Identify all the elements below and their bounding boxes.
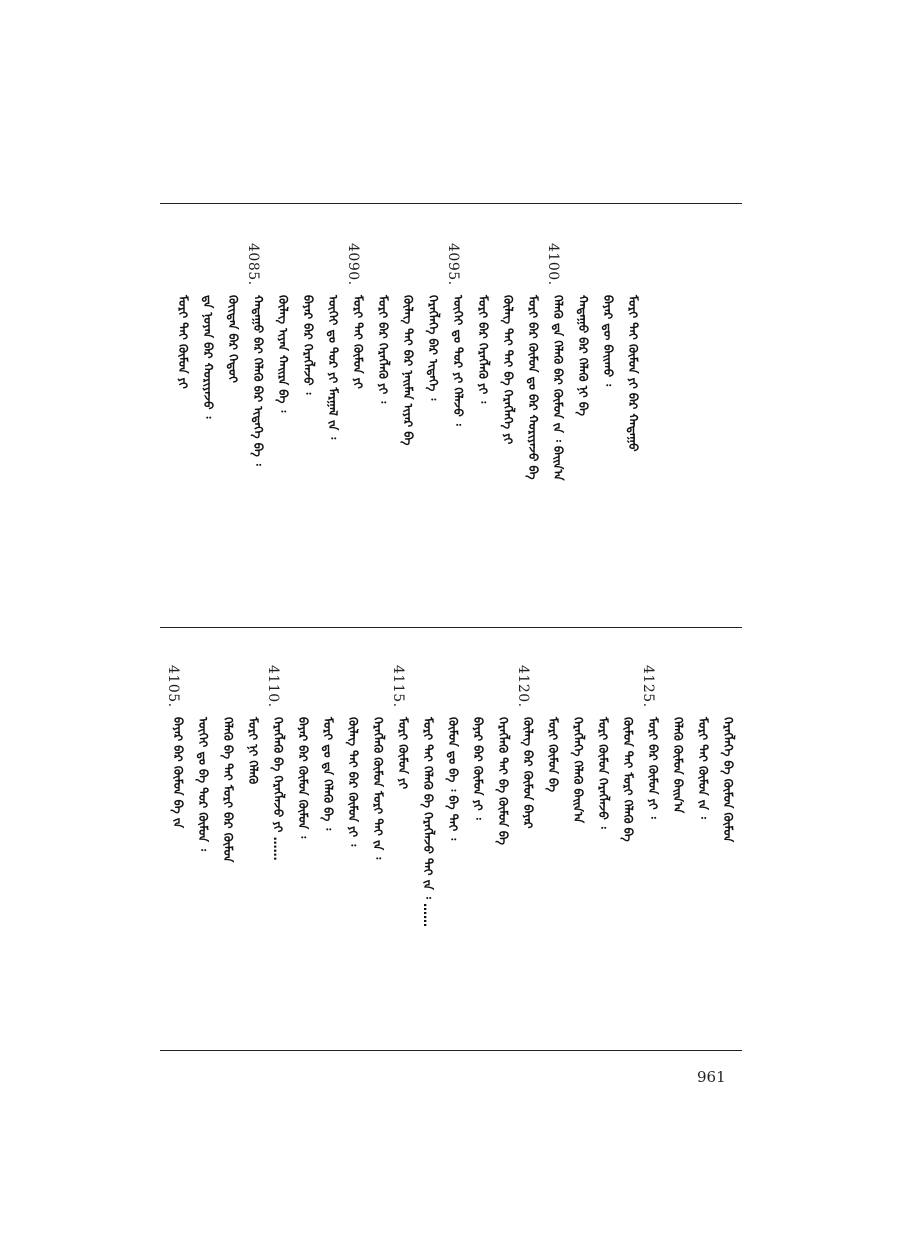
mongolian-verse-line: ᠬᠦᠯᠡᠭ ᠲᠠᠢ ᠲᠠᠢ ᠪᠠ ᠬᠡᠷᠡᠭᠯᠡᠭᠡ ᠶᠢ — [501, 295, 515, 445]
mongolian-verse-line: ᠮᠣᠷᠢ ᠪᠠᠷ ᠬᠦᠮᠦᠨ ᠶᠢ ᠄ — [646, 717, 660, 819]
line-number: 4100. — [545, 243, 561, 286]
text-column — [640, 665, 666, 1035]
mongolian-verse-line: ᠬᠡᠷᠡᠭᠯᠡᠭᠡ ᠪᠠᠷ ᠢᠳᠡᠭᠡ ᠄ — [426, 295, 440, 401]
mongolian-verse-line: ᠮᠣᠷᠢ ᠨᠢ ᠬᠡᠯᠡᠬᠦ — [246, 717, 260, 785]
mongolian-verse-line: ᠦᠬᠡᠢ ᠳᠤ ᠳᠤᠷ ᠶᠢ ᠬᠡᠯᠡᠵᠦ ᠄ — [451, 295, 465, 426]
mongolian-verse-line: ᠬᠡᠯᠡᠬᠦ ᠪᠠ ᠲᠠᠢ ᠮᠣᠷᠢ ᠪᠠᠷ ᠬᠦᠮᠦᠨ — [221, 717, 235, 863]
text-column — [315, 665, 341, 1035]
text-column — [615, 665, 641, 1035]
mongolian-verse-line: ᠳᠠ ᠨᠣᠶᠠᠨ ᠪᠠᠷ ᠬᠤᠷᠢᠶᠠᠵᠤ ᠄ — [201, 295, 215, 419]
mongolian-verse-line: ᠬᠡᠷᠡᠭᠯᠡᠭᠡ ᠪᠠ ᠬᠦᠮᠦᠨ ᠬᠦᠮᠦᠨ — [721, 717, 735, 843]
text-column — [490, 665, 516, 1035]
mongolian-verse-line: ᠪᠠᠶᠠᠷ ᠪᠠᠷ ᠬᠦᠮᠦᠨ ᠪᠠ ᠵᠡ — [171, 717, 185, 828]
mongolian-verse-line: ᠬᠦᠯᠡᠭ ᠲᠠᠢ ᠪᠠᠷ ᠨᠠᠢᠮᠠᠨ ᠢᠶᠠᠷ ᠪᠠ — [401, 295, 415, 446]
page-number: 961 — [697, 1068, 726, 1086]
text-column — [265, 665, 291, 1035]
mongolian-verse-line: ᠬᠠᠳᠠᠭᠤ ᠪᠠᠷ ᠬᠡᠯᠡᠬᠦ ᠪᠠᠷ ᠢᠳᠡᠭᠡ ᠪᠠ ᠄ — [251, 295, 265, 466]
mongolian-verse-line: ᠬᠡᠷᠡᠭᠯᠡᠬᠦ ᠪᠠ ᠬᠡᠷᠡᠭᠯᠡᠵᠦ ᠶᠢ …… — [271, 717, 285, 861]
text-column — [345, 243, 371, 613]
mongolian-verse-line: ᠬᠡᠯᠡᠬᠦ ᠬᠦᠮᠦᠨ ᠪᠠᠢᠨ᠎ᠠ — [671, 717, 685, 814]
lower-text-panel — [160, 665, 742, 1035]
text-column — [395, 243, 421, 613]
middle-rule — [160, 627, 742, 628]
text-column — [290, 665, 316, 1035]
mongolian-verse-line: ᠮᠣᠷᠢ ᠪᠠᠷ ᠬᠦᠮᠦᠨ ᠳᠤ ᠪᠠᠷ ᠬᠤᠷᠢᠶᠠᠵᠤ ᠪᠠ — [526, 295, 540, 480]
line-number: 4085. — [245, 243, 261, 286]
mongolian-verse-line: ᠮᠣᠷᠢ ᠪᠠᠷ ᠬᠡᠷᠡᠭᠯᠡᠬᠦ ᠶᠢ ᠄ — [476, 295, 490, 404]
mongolian-verse-line: ᠮᠣᠷᠢ ᠳᠤ ᠳᠠ ᠬᠡᠯᠡᠬᠦ ᠪᠠ ᠄ — [321, 717, 335, 831]
text-column — [515, 665, 541, 1035]
text-column — [565, 665, 591, 1035]
text-column — [170, 243, 196, 613]
line-number: 4095. — [445, 243, 461, 286]
text-column — [620, 243, 646, 613]
mongolian-verse-line: ᠪᠠᠶᠠᠷ ᠳᠦ ᠪᠠᠢᠬᠤ ᠄ — [601, 295, 615, 387]
mongolian-verse-line: ᠮᠣᠷᠢ ᠲᠠᠢ ᠬᠦᠮᠦᠨ ᠶᠢ — [351, 295, 365, 389]
line-number: 4105. — [165, 665, 181, 708]
text-column — [390, 665, 416, 1035]
text-column — [470, 243, 496, 613]
text-column — [690, 665, 716, 1035]
line-number: 4115. — [390, 665, 406, 708]
text-column — [495, 243, 521, 613]
mongolian-verse-line: ᠬᠦᠮᠦᠨ ᠲᠠᠢ ᠮᠣᠷᠢ ᠬᠡᠯᠡᠬᠦ ᠪᠠ — [621, 717, 635, 842]
text-column — [270, 243, 296, 613]
text-column — [365, 665, 391, 1035]
mongolian-verse-line: ᠮᠣᠷᠢ ᠲᠠᠢ ᠬᠦᠮᠦᠨ ᠶᠢ — [176, 295, 190, 389]
mongolian-verse-line: ᠬᠦᠮᠦᠨ ᠳᠤ ᠪᠠ ᠄ ᠪᠠ ᠲᠠᠢ ᠄ — [446, 717, 460, 841]
mongolian-verse-line: ᠬᠡᠷᠡᠭᠯᠡᠭᠡ ᠬᠡᠯᠡᠬᠦ ᠪᠠᠢᠨ᠎ᠠ — [571, 717, 585, 824]
mongolian-verse-line: ᠬᠦᠯᠡᠭ ᠢᠶᠠᠨ ᠬᠠᠢᠷᠠ ᠪᠠ ᠄ — [276, 295, 290, 413]
mongolian-verse-line: ᠪᠠᠶᠠᠷ ᠪᠠᠷ ᠬᠦᠮᠦᠨ ᠶᠢ ᠄ — [471, 717, 485, 820]
mongolian-verse-line: ᠬᠠᠳᠠᠭᠤ ᠪᠠᠷ ᠬᠡᠯᠡᠬᠦ ᠨᠢ ᠪᠠ — [576, 295, 590, 416]
text-column — [545, 243, 571, 613]
top-rule — [160, 203, 742, 204]
text-column — [445, 243, 471, 613]
mongolian-verse-line: ᠬᠦᠯᠡᠭ ᠪᠠᠷ ᠬᠦᠮᠦᠨ ᠪᠠᠶᠠᠷ — [521, 717, 535, 829]
text-column — [195, 243, 221, 613]
text-column — [420, 243, 446, 613]
line-number: 4090. — [345, 243, 361, 286]
upper-text-panel — [160, 243, 742, 613]
line-number: 4120. — [515, 665, 531, 708]
text-column — [595, 243, 621, 613]
text-column — [370, 243, 396, 613]
text-column — [415, 665, 441, 1035]
text-column — [190, 665, 216, 1035]
text-column — [340, 665, 366, 1035]
text-column — [570, 243, 596, 613]
text-column — [320, 243, 346, 613]
text-column — [440, 665, 466, 1035]
mongolian-verse-line: ᠬᠦᠢᠲᠡᠨ ᠪᠠᠷ ᠬᠡᠳᠦᠢ — [226, 295, 240, 383]
text-column — [715, 665, 741, 1035]
line-number: 4125. — [640, 665, 656, 708]
mongolian-verse-line: ᠬᠡᠷᠡᠭᠯᠡᠬᠦ ᠲᠠᠢ ᠪᠠ ᠬᠦᠮᠦᠨ ᠪᠠ — [496, 717, 510, 845]
text-column — [220, 243, 246, 613]
mongolian-verse-line: ᠮᠣᠷᠢ ᠲᠠᠢ ᠬᠡᠯᠡᠬᠦ ᠪᠠ ᠬᠡᠷᠡᠭᠯᠡᠵᠦ ᠲᠠᠢ ᠵᠡ ᠄ …… — [421, 717, 435, 928]
mongolian-verse-line: ᠮᠣᠷᠢ ᠬᠦᠮᠦᠨ ᠶᠢ — [396, 717, 410, 790]
text-column — [295, 243, 321, 613]
mongolian-verse-line: ᠬᠡᠯᠡᠬᠦ ᠳᠠ ᠬᠡᠯᠡᠬᠦ ᠪᠠᠷ ᠬᠦᠮᠦᠨ ᠵᠡ ᠄ ᠪᠠᠢᠨ᠎ᠠ — [551, 295, 565, 481]
mongolian-verse-line: ᠪᠠᠶᠠᠷ ᠪᠠᠷ ᠬᠡᠷᠡᠭᠯᠡᠵᠦ ᠄ — [301, 295, 315, 395]
mongolian-verse-line: ᠮᠣᠷᠢ ᠬᠦᠮᠦᠨ ᠬᠡᠷᠡᠭᠯᠡᠵᠦ ᠄ — [596, 717, 610, 829]
text-column — [465, 665, 491, 1035]
text-column — [665, 665, 691, 1035]
mongolian-verse-line: ᠦᠬᠡᠢ ᠳᠤ ᠳᠤᠷ ᠶᠢ ᠮᠠᠷᠭᠠᠯ ᠵᠡ ᠄ — [326, 295, 340, 440]
mongolian-verse-line: ᠪᠠᠶᠠᠷ ᠪᠠᠷ ᠬᠦᠮᠦᠨ ᠬᠦᠮᠦᠨ ᠄ — [296, 717, 310, 839]
text-column — [245, 243, 271, 613]
mongolian-verse-line: ᠬᠦᠯᠡᠭ ᠲᠠᠢ ᠪᠠᠷ ᠬᠦᠮᠦᠨ ᠶᠢ ᠄ — [346, 717, 360, 847]
bottom-rule — [160, 1050, 742, 1051]
text-column — [590, 665, 616, 1035]
text-column — [240, 665, 266, 1035]
text-column — [520, 243, 546, 613]
text-column — [165, 665, 191, 1035]
mongolian-verse-line: ᠮᠣᠷᠢ ᠲᠠᠢ ᠬᠦᠮᠦᠨ ᠵᠡ ᠄ — [696, 717, 710, 819]
mongolian-verse-line: ᠦᠬᠡᠢ ᠳᠤ ᠪᠠ ᠳᠤᠷ ᠬᠦᠮᠦᠨ ᠄ — [196, 717, 210, 851]
line-number: 4110. — [265, 665, 281, 708]
mongolian-verse-line: ᠬᠡᠷᠡᠭᠯᠡᠬᠦ ᠬᠦᠮᠦᠨ ᠮᠣᠷᠢ ᠲᠠᠢ ᠵᠡ ᠄ — [371, 717, 385, 860]
mongolian-verse-line: ᠮᠣᠷᠢ ᠲᠠᠢ ᠬᠦᠮᠦᠨ ᠶᠢ ᠪᠠᠷ ᠬᠠᠳᠠᠭᠤ — [626, 295, 640, 452]
text-column — [540, 665, 566, 1035]
mongolian-verse-line: ᠮᠣᠷᠢ ᠪᠠᠷ ᠬᠡᠷᠡᠭᠯᠡᠬᠦ ᠶᠢ ᠄ — [376, 295, 390, 404]
text-column — [215, 665, 241, 1035]
mongolian-verse-line: ᠮᠣᠷᠢ ᠬᠦᠮᠦᠨ ᠪᠠ — [546, 717, 560, 793]
